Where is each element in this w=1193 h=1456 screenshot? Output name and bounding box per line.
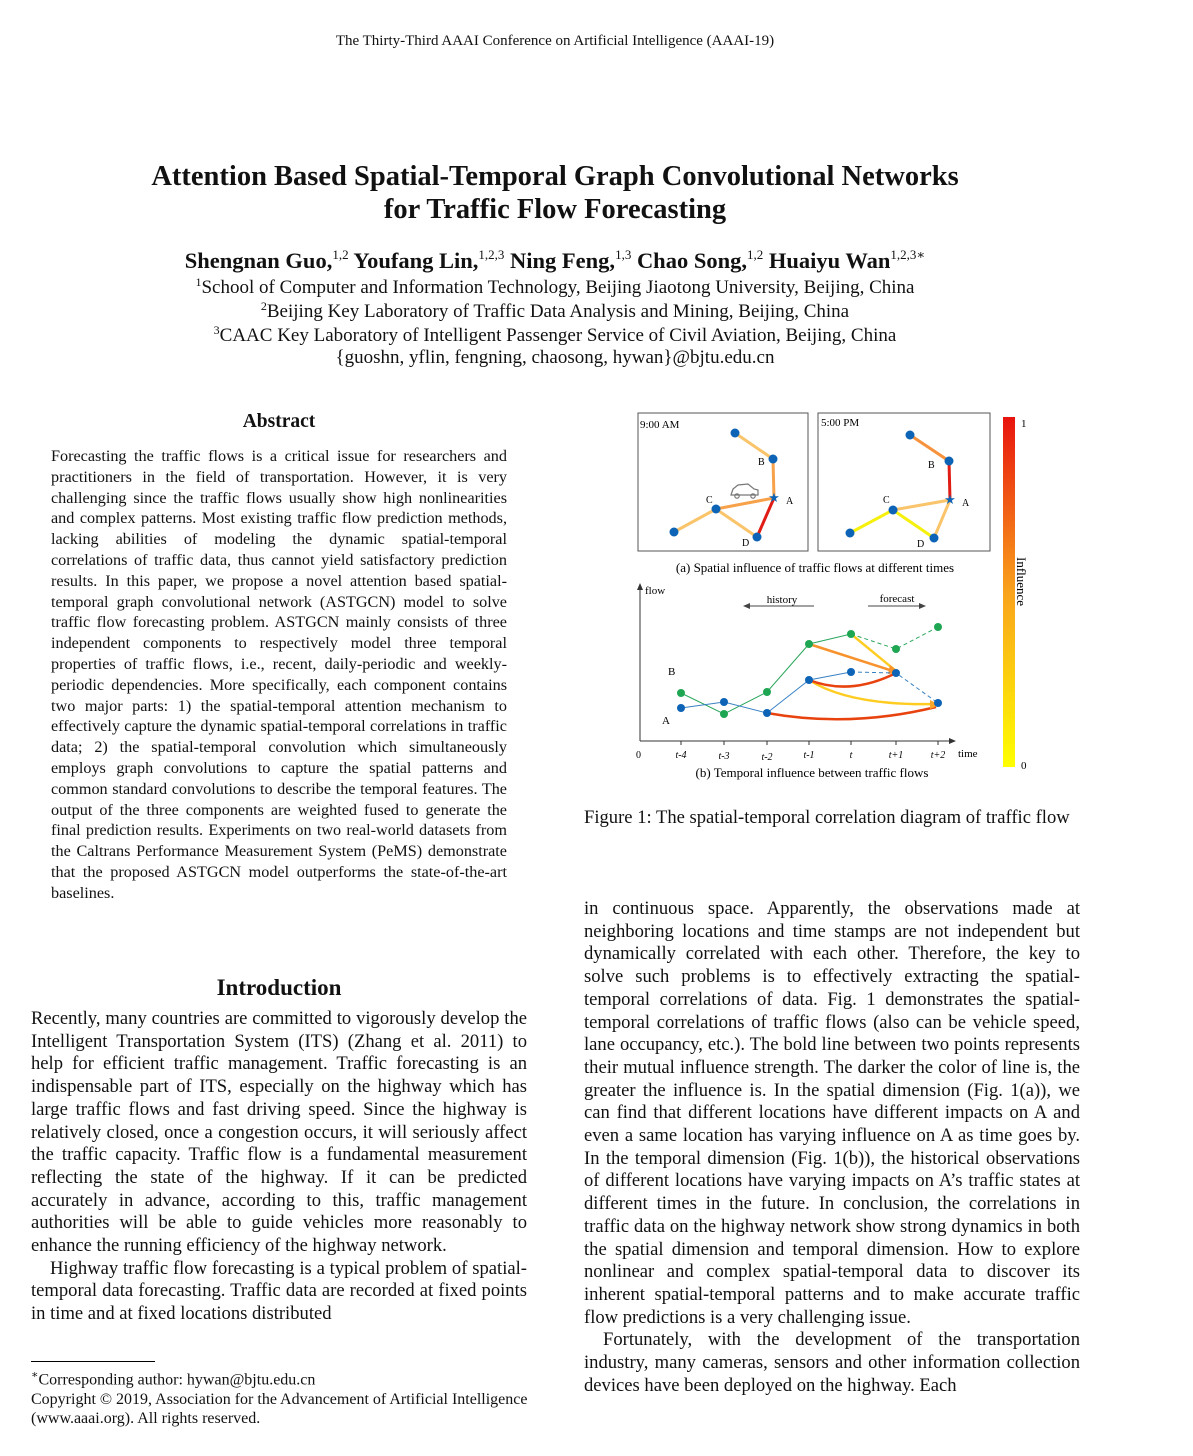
label-right-a: A <box>962 498 970 509</box>
author-affil-sup: 1,2,3∗ <box>890 247 926 262</box>
series-b-point <box>847 630 855 638</box>
conference-header: The Thirty-Third AAAI Conference on Artificial Intelligence (AAAI-19) <box>335 33 775 49</box>
history-arrow-head <box>743 603 750 609</box>
node-left-top <box>731 429 740 438</box>
copyright-note: Copyright © 2019, Association for the Advancement of Artificial Intelligence (www.aaai.org). All rights reserved. <box>31 1390 528 1428</box>
label-left-d: D <box>742 538 750 549</box>
label-left-c: C <box>706 495 713 506</box>
left-column-body <box>31 1008 527 1326</box>
series-a-point <box>677 704 685 712</box>
introduction-heading: Introduction <box>216 975 342 1000</box>
y-axis-label: flow <box>645 585 666 597</box>
right-column-body <box>584 898 1080 1397</box>
tick-label: t-1 <box>803 750 815 761</box>
panel-a-right-frame <box>818 413 990 551</box>
affil-text: School of Computer and Information Technology, Beijing Jiaotong University, Beijing, China <box>201 277 915 298</box>
colorbar-label: Influence <box>1014 557 1029 607</box>
history-label: history <box>766 594 798 606</box>
series-a-point <box>763 709 771 717</box>
affiliation-3 <box>60 323 1050 347</box>
car-icon <box>731 484 758 498</box>
label-left-b: B <box>758 457 765 468</box>
series-a-label: A <box>662 715 670 727</box>
edge-left-1 <box>735 433 773 459</box>
author-affil-sup: 1,2 <box>746 247 764 262</box>
series-a-point <box>934 699 942 707</box>
intro-paragraph-1: Recently, many countries are committed to vigorously develop the Intelligent Transportation System (ITS) (Zhang et al. 2011) to help for efficient traffic management. Traffic forecasting is an indispensable part of ITS, especially on the highway which has large traffic flows and fast driving speed. Since the highway is relatively closed, once a congestion occurs, it will seriously affect the traffic capacity. Traffic flow is a fundamental measurement reflecting the state of the highway. If it can be predicted accurately in advance, according to this, traffic management authorities will be able to guide vehicles more reasonably to enhance the running efficiency of the highway network. <box>31 1008 527 1257</box>
author-name: Huaiyu Wan <box>768 248 891 273</box>
series-b-point <box>934 623 942 631</box>
series-b-point <box>763 688 771 696</box>
author-name: Youfang Lin, <box>353 248 479 273</box>
edge-right-c-d <box>893 510 934 538</box>
intro-paragraph-2: Highway traffic flow forecasting is a typical problem of spatial-temporal data forecasting. Traffic data are recorded at fixed points in time and at fixed locations distributed <box>31 1257 527 1325</box>
author-name: Ning Feng, <box>510 248 616 273</box>
affiliation-1 <box>60 275 1050 299</box>
x-axis-label: time <box>958 748 978 760</box>
origin-label: 0 <box>636 750 641 761</box>
edge-right-a-c <box>893 500 950 510</box>
series-a-point <box>847 668 855 676</box>
edge-right-1 <box>910 435 949 461</box>
influence-curve-1 <box>767 707 936 719</box>
node-right-d <box>930 534 939 543</box>
intro-paragraph-3: in continuous space. Apparently, the observations made at neighboring locations and time stamps are not independent but dynamically correlated with each other. Therefore, the key to solve such problems is to effectively extracting the spatial-temporal correlations of data. Fig. 1 demonstrates the spatial-temporal correlations of traffic flows (also can be vehicle speed, lane occupancy, etc.). The bold line between two points represents their mutual influence strength. The darker the color of line is, the greater the influence is. In the spatial dimension (Fig. 1(a)), we can find that different locations have different impacts on A and even a same location has varying influence on A as time goes by. In the temporal dimension (Fig. 1(b)), the historical observations of different locations have varying impacts on A’s traffic states at different times in the future. In conclusion, the correlations in traffic data on the highway network show strong dynamics in both the spatial dimension and temporal dimension. How to explore nonlinear and complex spatial-temporal data to discover its inherent spatial-temporal patterns and to make accurate traffic flow predictions is a very challenging issue. <box>584 898 1080 1328</box>
author-affil-sup: 1,3 <box>615 247 632 262</box>
intro-paragraph-4: Fortunately, with the development of the transportation industry, many cameras, sensors and other information collection devices have been deployed on the highway. Each <box>584 1329 1080 1396</box>
affil-text: Beijing Key Laboratory of Traffic Data Analysis and Mining, Beijing, China <box>266 301 850 322</box>
affil-text: CAAC Key Laboratory of Intelligent Passenger Service of Civil Aviation, Beijing, China <box>219 325 897 346</box>
series-a-point <box>720 698 728 706</box>
corresponding-note: ∗Corresponding author: hywan@bjtu.edu.cn <box>31 1369 316 1389</box>
series-a-point <box>805 676 813 684</box>
title-line-1: Attention Based Spatial-Temporal Graph Convolutional Networks <box>151 161 959 192</box>
footnote-rule <box>31 1361 155 1362</box>
label-right-c: C <box>883 495 890 506</box>
label-right-d: D <box>917 539 925 550</box>
edge-left-c-end <box>674 509 716 532</box>
author-name: Chao Song, <box>636 248 747 273</box>
star-icon: ★ <box>944 492 956 507</box>
author-affil-sup: 1,2,3 <box>478 247 505 262</box>
y-axis-arrow <box>637 583 643 590</box>
panel-a-left-frame <box>638 413 808 551</box>
tick-label: t+2 <box>930 750 946 761</box>
tick-label: t-3 <box>718 751 730 762</box>
panel-a-caption: (a) Spatial influence of traffic flows at different times <box>675 560 955 575</box>
edge-left-c-d <box>716 509 757 537</box>
author-name: Shengnan Guo, <box>184 248 333 273</box>
figure-caption: Figure 1: The spatial-temporal correlation diagram of traffic flow <box>584 807 1070 828</box>
affil-sup: 1 <box>195 275 202 289</box>
node-left-c <box>712 505 721 514</box>
node-left-end <box>670 528 679 537</box>
x-axis-arrow <box>949 738 956 744</box>
star-icon: ★ <box>768 490 780 505</box>
affil-sup: 3 <box>213 323 220 337</box>
footnote <box>31 1366 531 1429</box>
series-b-point <box>677 689 685 697</box>
abstract-text: Forecasting the traffic flows is a critical issue for researchers and practitioners in the field of transportation. However, it is very challenging since the traffic flows usually show high nonlinearities and complex patterns. Most existing traffic flow prediction methods, lacking abilities of modeling the dynamic spatial-temporal correlations of traffic data, thus cannot yield satisfactory prediction results. In this paper, we propose a novel attention based spatial-temporal graph convolutional network (ASTGCN) model to solve traffic flow forecasting problem. ASTGCN mainly consists of three independent components to respectively model three temporal properties of traffic flows, i.e., recent, daily-periodic and weekly-periodic dependencies. More specifically, each component contains two major parts: 1) the spatial-temporal attention mechanism to effectively capture the dynamic spatial-temporal correlations in traffic data; 2) the spatial-temporal convolution which simultaneously employs graph convolutions to capture the spatial patterns and common standard convolutions to describe the temporal features. The output of the three components are weighted fused to generate the final prediction results. Experiments on two real-world datasets from the Caltrans Performance Measurement System (PeMS) demonstrate that the proposed ASTGCN model outperforms the state-of-the-art baselines. <box>51 447 507 902</box>
author-affil-sup: 1,2 <box>332 247 349 262</box>
node-left-b <box>769 455 778 464</box>
affil-sup: 2 <box>260 299 267 313</box>
series-b-label: B <box>668 666 676 678</box>
author-emails: {guoshn, yflin, fengning, chaosong, hywan}@bjtu.edu.cn <box>335 347 775 368</box>
paper-title <box>60 160 1050 226</box>
colorbar-max: 1 <box>1021 418 1027 430</box>
label-right-b: B <box>928 460 935 471</box>
node-left-d <box>753 533 762 542</box>
node-right-c <box>889 506 898 515</box>
panel-a-time-2: 5:00 PM <box>821 417 860 429</box>
author-list <box>60 247 1050 274</box>
affiliation-2 <box>60 299 1050 323</box>
forecast-arrow-head <box>919 603 926 609</box>
x-ticks <box>681 741 938 745</box>
node-right-top <box>906 431 915 440</box>
panel-a-time-1: 9:00 AM <box>640 419 680 431</box>
panel-b-caption: (b) Temporal influence between traffic flows <box>695 765 929 780</box>
series-b-point <box>805 640 813 648</box>
abstract-heading: Abstract <box>242 411 316 432</box>
tick-label: t-2 <box>761 752 773 763</box>
influence-curve-2 <box>809 680 936 704</box>
colorbar-min: 0 <box>1021 760 1027 772</box>
label-left-a: A <box>786 496 794 507</box>
tick-label: t <box>849 750 853 761</box>
series-b-line <box>681 634 851 714</box>
edge-right-c-end <box>850 510 893 533</box>
tick-label: t+1 <box>888 750 904 761</box>
edge-left-a-c <box>716 498 774 509</box>
influence-curve-4 <box>809 644 896 672</box>
node-right-b <box>945 457 954 466</box>
forecast-label: forecast <box>879 593 915 605</box>
series-b-point <box>720 710 728 718</box>
series-a-point <box>892 669 900 677</box>
series-b-point <box>892 645 900 653</box>
tick-label: t-4 <box>675 750 687 761</box>
figure-1 <box>630 407 1050 787</box>
node-right-end <box>846 529 855 538</box>
title-line-2: for Traffic Flow Forecasting <box>383 194 727 225</box>
influence-colorbar <box>1003 417 1015 767</box>
